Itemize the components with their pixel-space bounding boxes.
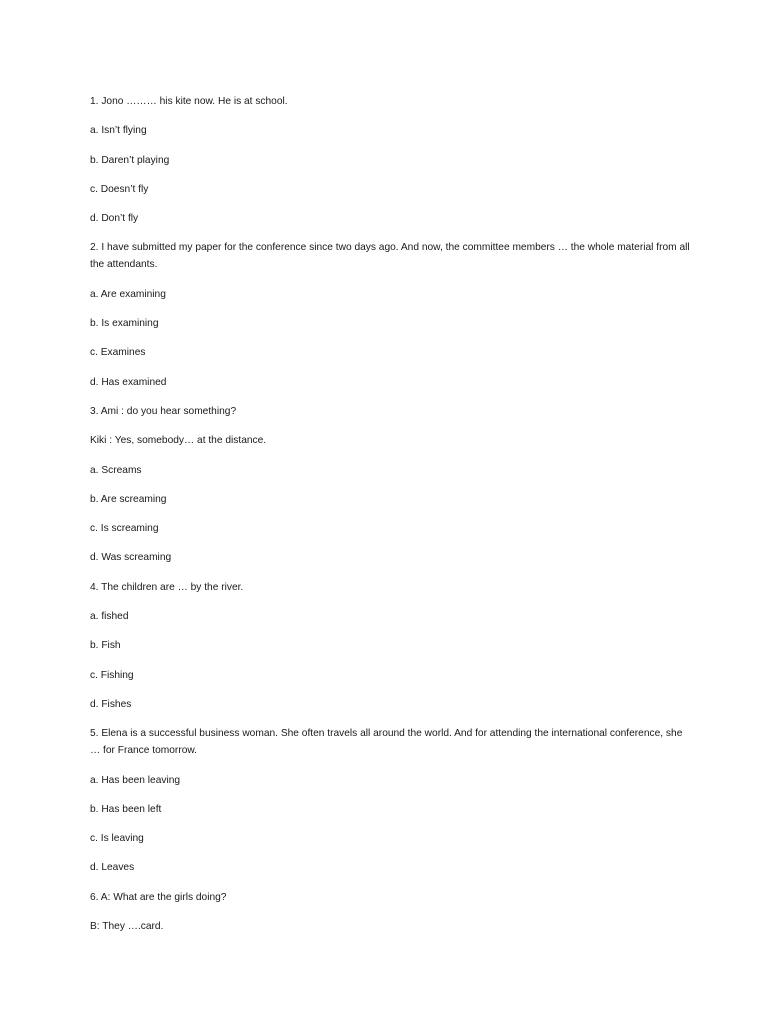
question-5-option-d: d. Leaves	[90, 862, 135, 874]
question-2-text: 2. I have submitted my paper for the conference since two days ago. And now, the committee members … the whole material from all the attendants.	[90, 242, 690, 271]
question-1-option-a: a. Isn’t flying	[90, 125, 147, 137]
question-4-option-c: c. Fishing	[90, 669, 134, 681]
question-1-option-c: c. Doesn’t fly	[90, 183, 149, 195]
question-5-option-a: a. Has been leaving	[90, 774, 181, 786]
question-4-option-b: b. Fish	[90, 640, 121, 652]
question-6-dialogue: B: They ….card.	[90, 921, 164, 933]
question-1-option-b: b. Daren’t playing	[90, 154, 170, 166]
question-3-option-c: c. Is screaming	[90, 523, 159, 535]
question-1-option-d: d. Don’t fly	[90, 213, 139, 225]
question-3-option-d: d. Was screaming	[90, 552, 172, 564]
document-body	[90, 93, 690, 947]
question-2-option-a: a. Are examining	[90, 288, 166, 300]
question-4-option-a: a. fished	[90, 611, 129, 623]
question-2-option-d: d. Has examined	[90, 376, 167, 388]
question-4-option-d: d. Fishes	[90, 698, 132, 710]
question-1-text: 1. Jono ……… his kite now. He is at school.	[90, 96, 288, 107]
question-6-text: 6. A: What are the girls doing?	[90, 891, 227, 903]
question-3-option-b: b. Are screaming	[90, 493, 167, 505]
question-2-option-b: b. Is examining	[90, 318, 159, 330]
question-4-text: 4. The children are … by the river.	[90, 581, 244, 593]
question-2-option-c: c. Examines	[90, 347, 146, 359]
question-3-dialogue: Kiki : Yes, somebody… at the distance.	[90, 435, 267, 447]
question-3-text: 3. Ami : do you hear something?	[90, 405, 237, 417]
question-3-option-a: a. Screams	[90, 464, 142, 476]
question-5-text: 5. Elena is a successful business woman. She often travels all around the world. And for attending the international conference, she … for France tomorrow.	[90, 728, 683, 757]
question-5-option-c: c. Is leaving	[90, 833, 144, 845]
question-5-option-b: b. Has been left	[90, 803, 162, 815]
